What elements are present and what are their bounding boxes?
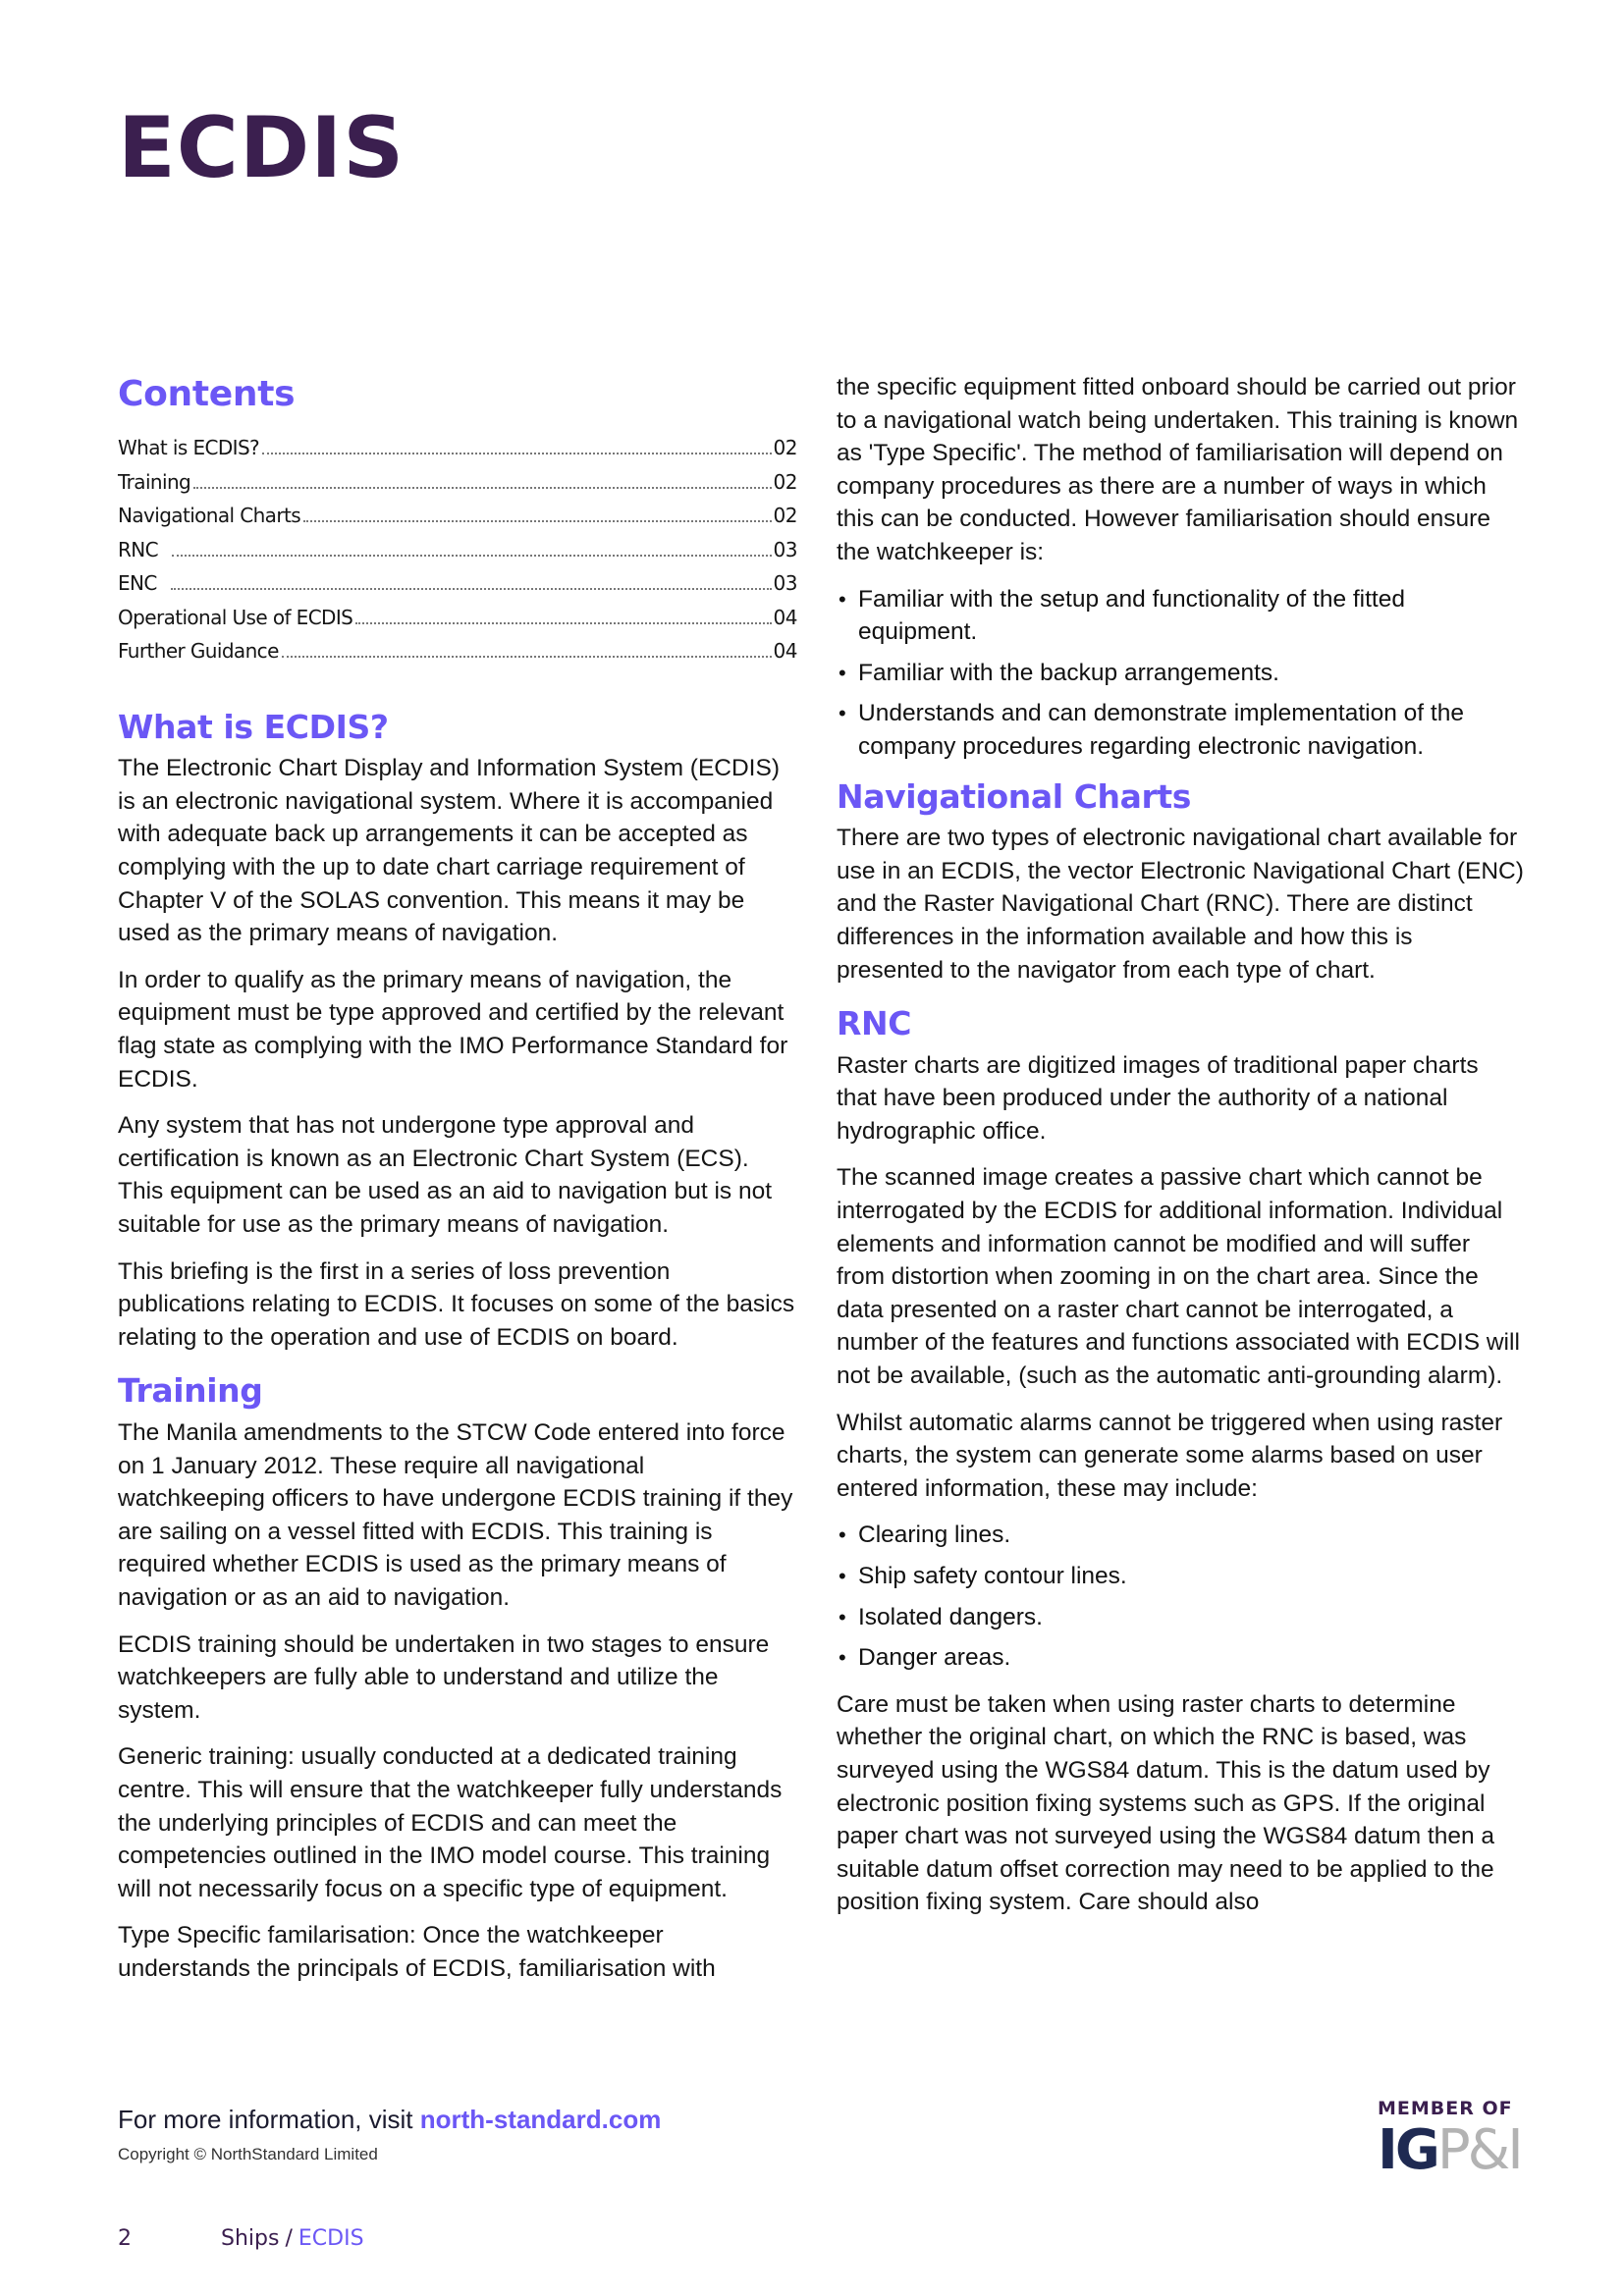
paragraph: There are two types of electronic navigational chart available for use in an ECDIS, the vector Electronic Navigational Chart (ENC) and the Raster Navigational Chart (RNC). There are distinct differences in the information available and how this is presented to the navigator from each type of chart. (837, 825, 1524, 984)
section-rnc (837, 1004, 1524, 1919)
igpi-logo (1378, 2118, 1525, 2182)
section-heading: What is ECDIS? (118, 707, 389, 746)
list-item-text: Clearing lines. (858, 1522, 1011, 1549)
website-link[interactable]: north-standard.com (419, 2105, 662, 2134)
toc-item-page: 04 (773, 639, 797, 664)
igpi-logo-ig: IG (1378, 2118, 1437, 2182)
toc-item-operational-use[interactable] (118, 601, 797, 635)
right-column (837, 371, 1524, 1937)
toc-item-label: Operational Use of ECDIS (118, 605, 353, 629)
toc-item-what-is-ecdis[interactable] (118, 431, 797, 465)
toc-item-label: Training (118, 469, 191, 494)
toc-leader-dots (262, 453, 771, 454)
paragraph: The Manila amendments to the STCW Code entered into force on 1 January 2012. These require all navigational watchkeeping officers to have undergone ECDIS training if they are sailing on a vessel fitted with ECDIS. This training is required whether ECDIS is used as the primary means of navigation or as an aid to navigation. (118, 1418, 793, 1611)
toc-item-page: 04 (773, 605, 797, 629)
paragraph: This briefing is the first in a series of loss prevention publications relating to ECDIS. It focuses on some of the basics relating to the operation and use of ECDIS on board. (118, 1257, 795, 1351)
paragraph: Any system that has not undergone type approval and certification is known as an Electronic Chart System (ECS). This equipment can be used as an aid to navigation but is not suitable for use as the primary means of navigation. (118, 1112, 773, 1238)
page-number: 2 (118, 2226, 132, 2251)
bullet-icon: • (839, 1604, 846, 1629)
table-of-contents (118, 431, 797, 668)
section-what-is-ecdis (118, 708, 797, 1355)
toc-item-page: 03 (773, 571, 797, 596)
bullet-icon: • (839, 1522, 846, 1548)
familiarisation-list (837, 583, 1524, 764)
list-item-text: Danger areas. (858, 1644, 1011, 1672)
section-heading: Training (118, 1371, 263, 1411)
toc-item-label: ENC (118, 571, 157, 596)
bullet-icon: • (839, 701, 846, 726)
breadcrumb-separator: / (285, 2226, 293, 2251)
contents-heading: Contents (118, 374, 296, 414)
section-training (118, 1371, 797, 1985)
toc-item-rnc[interactable] (118, 533, 797, 567)
toc-item-page: 02 (773, 469, 797, 494)
toc-leader-dots (355, 622, 771, 624)
copyright-text: Copyright © NorthStandard Limited (118, 2145, 378, 2164)
left-column (118, 373, 797, 2002)
list-item (837, 1560, 1524, 1593)
igpi-member-badge (1378, 2098, 1525, 2182)
list-item-text: Familiar with the setup and functionality of the fitted equipment. (858, 585, 1405, 646)
bullet-icon: • (839, 586, 846, 612)
section-navigational-charts (837, 777, 1524, 988)
paragraph: Care must be taken when using raster charts to determine whether the original chart, on which the RNC is based, was surveyed using the WGS84 datum. This is the datum used by electronic position fixing systems such as GPS. If the original paper chart was not surveyed using the WGS84 datum then a suitable datum offset correction may need to be applied to the position fixing system. Care should also (837, 1690, 1495, 1916)
list-item-text: Understands and can demonstrate implementation of the company procedures regarding electronic navigation. (858, 700, 1464, 760)
paragraph: Type Specific familarisation: Once the watchkeeper understands the principals of ECDIS, familiarisation with (118, 1922, 716, 1982)
bullet-icon: • (839, 660, 846, 685)
section-heading: Navigational Charts (837, 776, 1191, 816)
paragraph: The Electronic Chart Display and Information System (ECDIS) is an electronic navigational system. Where it is accompanied with adequate back up arrangements it can be accepted as complying with the up to date chart carriage requirement of Chapter V of the SOLAS convention. This means it may be used as the primary means of navigation. (118, 755, 780, 947)
paragraph: Generic training: usually conducted at a dedicated training centre. This will ensure that the watchkeeper fully understands the underlying principles of ECDIS and can meet the competencies outlined in the IMO model course. This training will not necessarily focus on a specific type of equipment. (118, 1743, 783, 1902)
bullet-icon: • (839, 1564, 846, 1588)
paragraph: the specific equipment fitted onboard should be carried out prior to a navigational watch being undertaken. This training is known as 'Type Specific'. The method of familiarisation will depend on company procedures as there are a number of ways in which this can be conducted. However familiarisation should ensure the watchkeeper is: (837, 374, 1519, 565)
paragraph: In order to qualify as the primary means of navigation, the equipment must be type approved and certified by the relevant flag state as complying with the IMO Performance Standard for ECDIS. (118, 966, 788, 1093)
list-item-text: Ship safety contour lines. (858, 1563, 1127, 1589)
paragraph: Raster charts are digitized images of traditional paper charts that have been produced under the authority of a national hydrographic office. (837, 1051, 1479, 1145)
bullet-icon: • (839, 1645, 846, 1671)
more-info-line (118, 2105, 661, 2135)
document-title: ECDIS (118, 99, 406, 197)
paragraph: Whilst automatic alarms cannot be triggered when using raster charts, the system can generate some alarms based on user entered information, these may include: (837, 1409, 1503, 1502)
toc-item-label: Navigational Charts (118, 504, 301, 528)
toc-leader-dots (193, 487, 771, 489)
list-item (837, 1519, 1524, 1552)
breadcrumb (221, 2226, 364, 2251)
list-item-text: Familiar with the backup arrangements. (858, 659, 1279, 686)
toc-item-training[interactable] (118, 465, 797, 500)
breadcrumb-parent[interactable]: Ships (221, 2226, 280, 2251)
paragraph: The scanned image creates a passive chart which cannot be interrogated by the ECDIS for additional information. Individual elements and information cannot be modified and will suffer from distortion when zooming in on the chart area. Since the data presented on a raster chart cannot be interrogated, a number of the features and functions associated with ECDIS will not be available, (such as the automatic anti-grounding alarm). (837, 1164, 1520, 1390)
toc-item-enc[interactable] (118, 566, 797, 601)
paragraph: ECDIS training should be undertaken in two stages to ensure watchkeepers are fully able to understand and utilize the system. (118, 1630, 770, 1724)
toc-item-page: 02 (773, 436, 797, 460)
toc-leader-dots (171, 588, 772, 590)
toc-leader-dots (172, 555, 772, 557)
toc-item-page: 03 (773, 537, 797, 561)
toc-item-navigational-charts[interactable] (118, 499, 797, 533)
toc-item-page: 02 (773, 504, 797, 528)
alarms-list (837, 1519, 1524, 1674)
igpi-logo-pi: P&I (1436, 2118, 1521, 2182)
toc-item-label: Further Guidance (118, 639, 279, 664)
list-item (837, 657, 1524, 690)
page-footer (118, 2226, 364, 2251)
toc-leader-dots (303, 520, 772, 522)
toc-item-further-guidance[interactable] (118, 634, 797, 668)
member-of-label: MEMBER OF (1378, 2098, 1513, 2119)
list-item (837, 1601, 1524, 1634)
toc-item-label: RNC (118, 537, 159, 561)
list-item-text: Isolated dangers. (858, 1603, 1043, 1630)
list-item (837, 697, 1524, 763)
list-item (837, 583, 1524, 649)
toc-item-label: What is ECDIS? (118, 436, 260, 460)
more-info-text: For more information, visit (118, 2105, 420, 2134)
breadcrumb-current: ECDIS (298, 2226, 364, 2251)
toc-leader-dots (282, 656, 772, 658)
section-heading: RNC (837, 1004, 912, 1043)
list-item (837, 1641, 1524, 1675)
footer-info (118, 2105, 661, 2164)
